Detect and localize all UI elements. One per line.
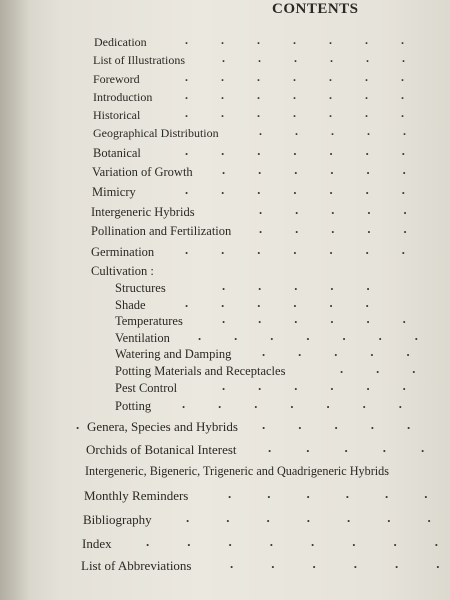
toc-leader-dots: . . . . . . [222,163,406,177]
toc-leader-dots: . . . . . [259,124,406,138]
toc-leader-dots: . . . . . . [222,379,406,393]
toc-entry: Intergeneric Hybrids [91,205,195,219]
toc-entry: Index [82,536,112,551]
toc-leader-dots: . . . . . . . [185,106,404,120]
toc-leader-dots: . . . . . . . [185,33,404,47]
toc-entry: Introduction [93,90,153,104]
toc-entry: List of Illustrations [93,53,185,67]
toc-leader-dots: . . . . . [259,222,407,236]
toc-entry: Pollination and Fertilization [91,224,232,238]
toc-entry: List of Abbreviations [81,558,192,573]
toc-subentry: Temperatures [115,314,183,328]
toc-leader-dots: . . . . . . [222,51,405,65]
toc-entry: Monthly Reminders [84,488,189,503]
toc-subentry: Watering and Damping [115,347,232,361]
toc-leader-dots: . . . . . [262,345,410,359]
toc-leader-dots: . . . . . [222,279,370,293]
toc-subentry: Shade [115,298,146,312]
toc-leader-dots: . . . . . . . [185,183,405,197]
toc-leader-dots: . . . . . [268,440,425,455]
toc-leader-dots: . . . . . . [185,296,369,310]
toc-leader-dots: . . . . . . . [185,88,404,102]
page-gutter-shadow [0,0,30,600]
toc-leader-dot-lead: . [76,417,80,432]
toc-entry: Genera, Species and Hybrids [87,419,238,434]
toc-subentry: Ventilation [115,331,170,345]
toc-entry: Orchids of Botanical Interest [86,442,237,457]
toc-leader-dots: . . . . . . . [182,397,402,411]
toc-subentry: Potting [115,399,152,413]
toc-section-heading: Cultivation : [91,264,154,278]
toc-leader-dots: . . . . . . . [185,70,404,84]
page-title: CONTENTS [272,1,359,17]
toc-entry: Bibliography [83,512,152,527]
toc-leader-dots: . . . . . . . . [146,534,438,549]
toc-entry: Mimicry [92,185,136,199]
toc-leader-dots: . . . [340,362,416,376]
toc-leader-dots: . . . . . . . [185,243,405,257]
toc-leader-dots: . . . . . [259,203,407,217]
toc-subentry: Pest Control [115,381,178,395]
toc-entry: Geographical Distribution [93,126,219,140]
toc-entry: Dedication [94,35,147,49]
toc-entry: Historical [93,108,141,122]
toc-entry: Germination [91,245,155,259]
toc-subentry: Potting Materials and Receptacles [115,364,286,378]
toc-entry: Botanical [93,146,141,160]
toc-leader-dots: . . . . . . . [198,329,418,343]
toc-leader-dots: . . . . . . [222,312,406,326]
toc-leader-dots: . . . . . [262,417,411,432]
toc-leader-dots: . . . . . . [230,556,440,571]
toc-subentry: Structures [115,281,166,295]
toc-leader-dots: . . . . . . [228,486,428,501]
toc-leader-dots: . . . . . . . [186,510,431,525]
toc-entry: Intergeneric, Bigeneric, Trigeneric and Quadrigeneric Hybrids [85,464,390,478]
toc-leader-dots: . . . . . . . [185,144,405,158]
toc-entry: Foreword [93,72,140,86]
toc-entry: Variation of Growth [92,165,193,179]
